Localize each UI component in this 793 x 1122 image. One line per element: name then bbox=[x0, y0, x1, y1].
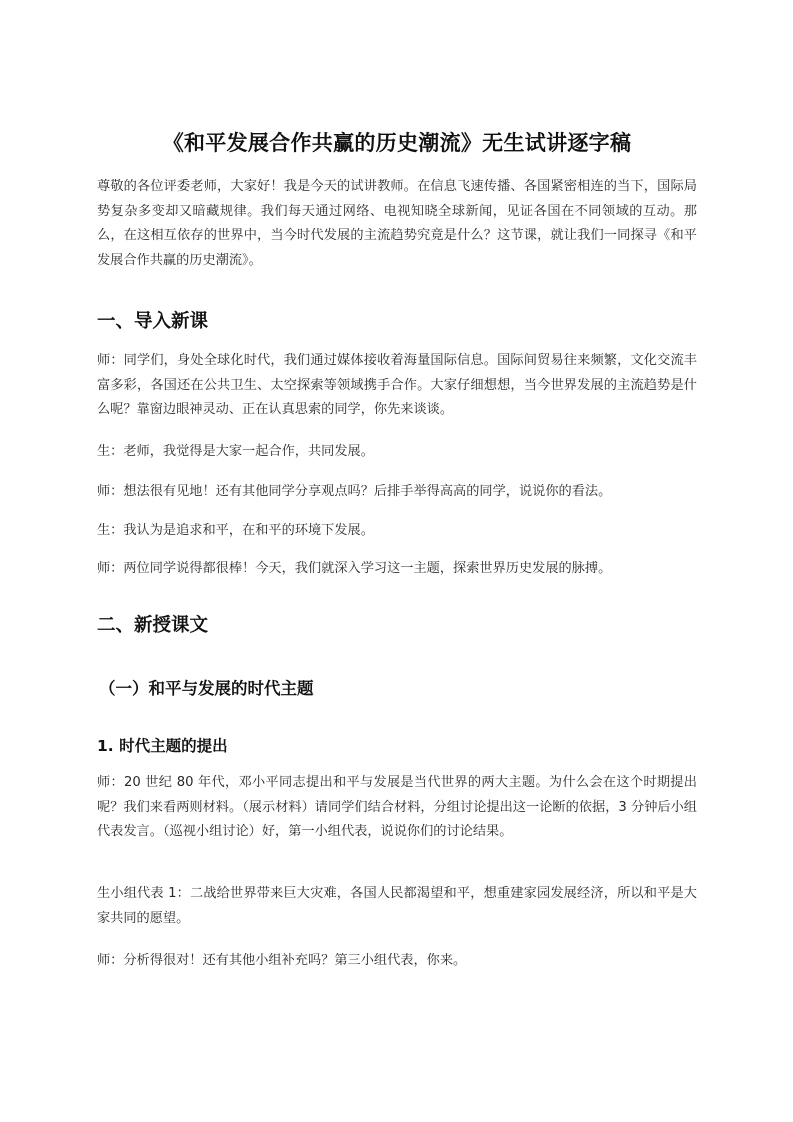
dialogue-paragraph: 生：老师，我觉得是大家一起合作，共同发展。 bbox=[97, 444, 374, 459]
dialogue-paragraph: 生小组代表 1：二战给世界带来巨大灾难，各国人民都渴望和平，想重建家园发展经济，所以和平是大家共同的愿望。 bbox=[97, 886, 697, 926]
dialogue-paragraph: 师：20 世纪 80 年代，邓小平同志提出和平与发展是当代世界的两大主题。为什么会在这个时期提出呢？我们来看两则材料。（展示材料）请同学们结合材料，分组讨论提出这一论断的依据，3 分钟后小组代表发言。（巡视小组讨论）好，第一小组代表，说说你们的讨论结果。 bbox=[97, 775, 697, 840]
subsection-heading: （一）和平与发展的时代主题 bbox=[99, 679, 314, 698]
point-heading: 1. 时代主题的提出 bbox=[97, 737, 228, 755]
dialogue-paragraph: 师：想法很有见地！还有其他同学分享观点吗？后排手举得高高的同学，说说你的看法。 bbox=[97, 484, 612, 499]
section-heading-new-lesson: 二、新授课文 bbox=[97, 615, 209, 636]
section-heading-intro: 一、导入新课 bbox=[97, 311, 209, 332]
intro-paragraph: 尊敬的各位评委老师，大家好！我是今天的试讲教师。在信息飞速传播、各国紧密相连的当下，国际局势复杂多变却又暗藏规律。我们每天通过网络、电视知晓全球新闻，见证各国在不同领域的互动。那么，在这相互依存的世界中，当今时代发展的主流趋势究竟是什么？这节课，就让我们一同探寻《和平发展合作共赢的历史潮流》。 bbox=[97, 179, 697, 268]
dialogue-paragraph: 师：两位同学说得都很棒！今天，我们就深入学习这一主题，探索世界历史发展的脉搏。 bbox=[97, 561, 612, 576]
dialogue-paragraph: 生：我认为是追求和平，在和平的环境下发展。 bbox=[97, 523, 374, 538]
document-title: 《和平发展合作共赢的历史潮流》无生试讲逐字稿 bbox=[162, 131, 632, 155]
dialogue-paragraph: 师：同学们，身处全球化时代，我们通过媒体接收着海量国际信息。国际间贸易往来频繁，文化交流丰富多彩，各国还在公共卫生、太空探索等领域携手合作。大家仔细想想，当今世界发展的主流趋势是什么呢？靠窗边眼神灵动、正在认真思索的同学，你先来谈谈。 bbox=[97, 353, 697, 418]
dialogue-paragraph: 师：分析得很对！还有其他小组补充吗？第三小组代表，你来。 bbox=[97, 953, 467, 968]
